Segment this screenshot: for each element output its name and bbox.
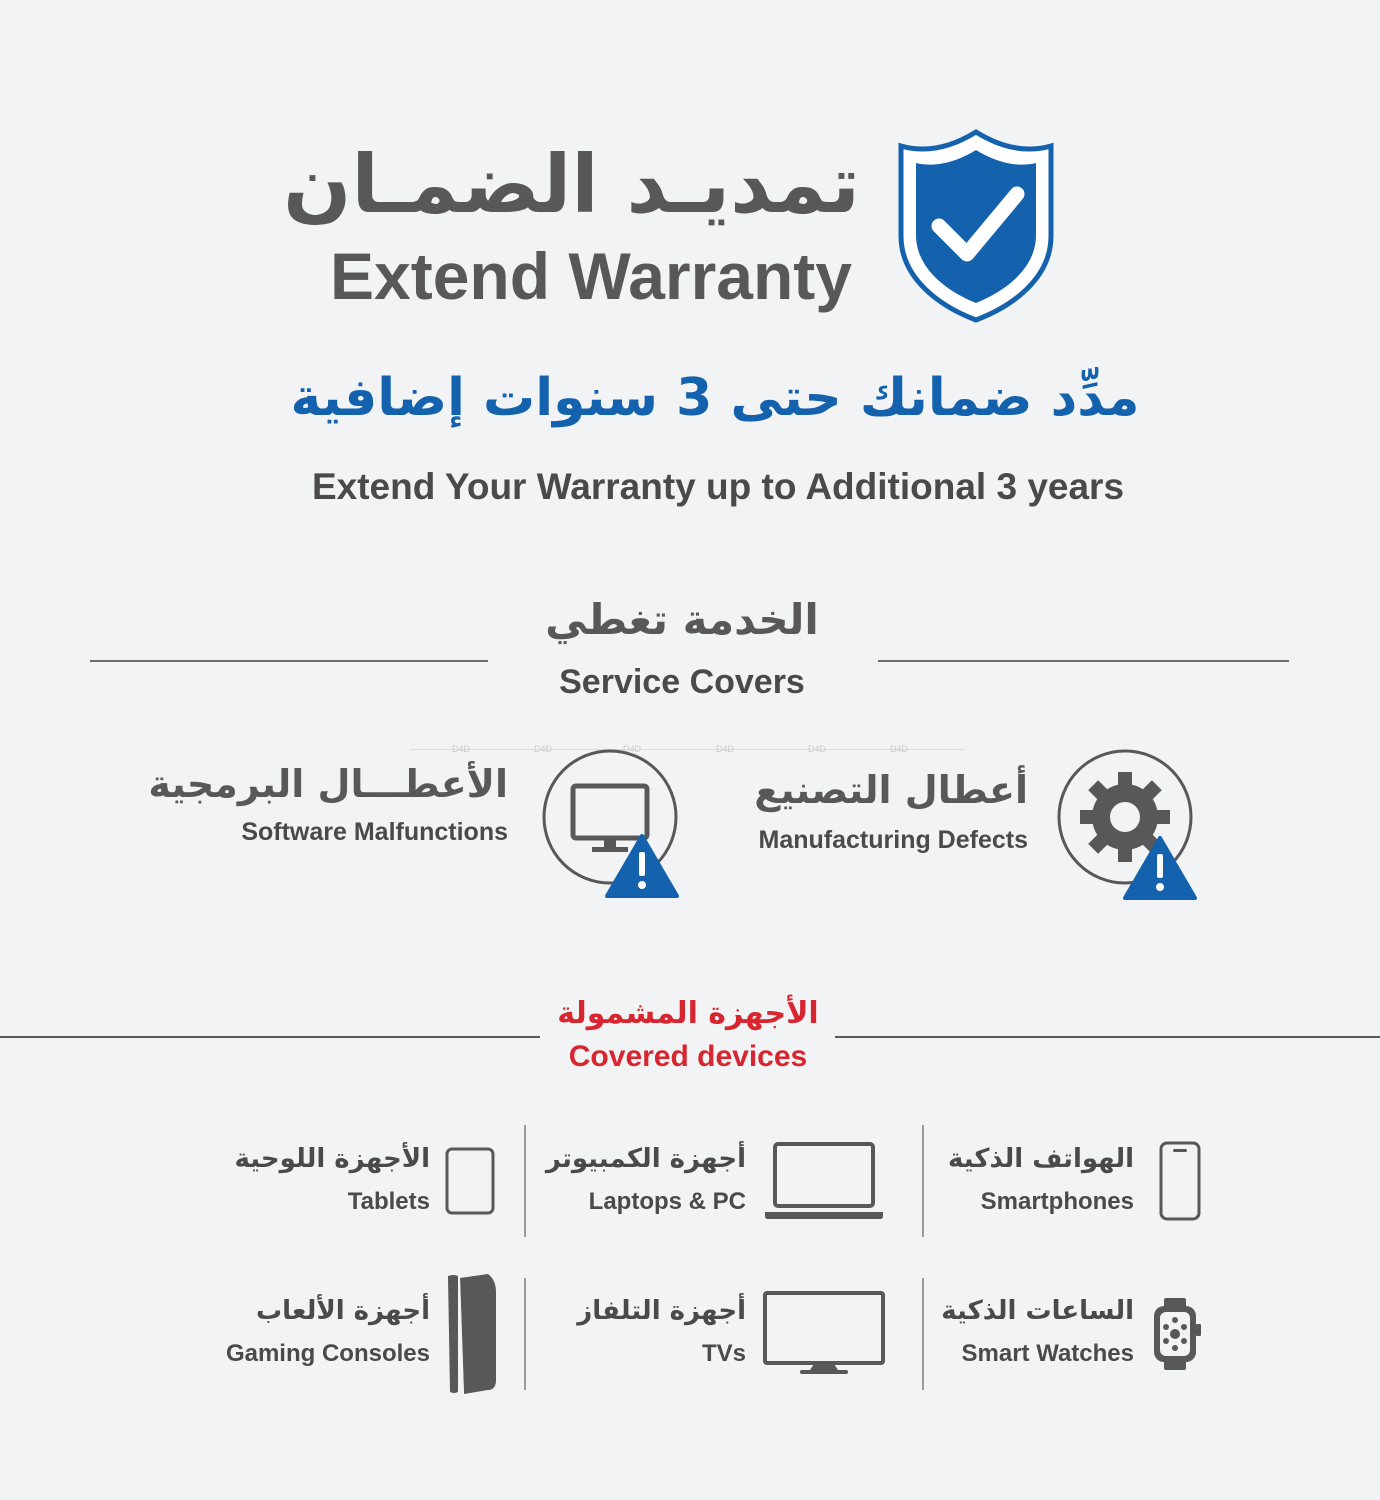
device-laptops-en: Laptops & PC [588, 1188, 746, 1215]
tablet-icon [444, 1146, 496, 1216]
monitor-warning-icon [540, 748, 685, 903]
game-console-icon [444, 1272, 500, 1396]
gear-warning-icon [1055, 748, 1200, 903]
device-smartphones-ar: الهواتف الذكية [947, 1144, 1134, 1174]
column-divider [524, 1278, 526, 1390]
tv-icon [762, 1290, 886, 1376]
column-divider [922, 1125, 924, 1237]
title-arabic: تمديـد الضمـان [283, 138, 860, 231]
column-divider [524, 1125, 526, 1237]
divider-left [0, 1036, 540, 1038]
device-laptops-ar: أجهزة الكمبيوتر [545, 1144, 746, 1174]
device-smartwatches-ar: الساعات الذكية [941, 1296, 1134, 1326]
watermark-text: D4D [452, 744, 471, 754]
service-covers-title-arabic: الخدمة تغطي [545, 595, 819, 644]
title-english: Extend Warranty [329, 239, 852, 313]
smartphone-icon [1158, 1140, 1202, 1222]
service-item-software-en: Software Malfunctions [241, 818, 508, 846]
device-consoles-ar: أجهزة الألعاب [256, 1296, 430, 1326]
watermark-line [410, 749, 965, 750]
divider-right [878, 660, 1289, 662]
watermark-text: D4D [534, 744, 553, 754]
watermark-strip [410, 744, 965, 756]
shield-check-icon [895, 128, 1057, 324]
column-divider [922, 1278, 924, 1390]
device-consoles-en: Gaming Consoles [225, 1340, 430, 1367]
device-tvs-en: TVs [701, 1340, 746, 1367]
laptop-icon [762, 1140, 886, 1222]
device-tvs-ar: أجهزة التلفاز [577, 1296, 746, 1326]
watermark-text: D4D [623, 744, 642, 754]
watermark-text: D4D [890, 744, 909, 754]
device-tablets-en: Tablets [347, 1188, 430, 1215]
covered-devices-title-english: Covered devices [568, 1040, 808, 1073]
service-item-software-ar: الأعطـــال البرمجية [148, 762, 508, 806]
service-item-manufacturing-en: Manufacturing Defects [758, 826, 1028, 854]
covered-devices-title-arabic: الأجهزة المشمولة [557, 996, 819, 1031]
service-item-manufacturing-ar: أعطال التصنيع [754, 768, 1028, 812]
watermark-text: D4D [808, 744, 827, 754]
watermark-text: D4D [716, 744, 735, 754]
service-covers-title-english: Service Covers [559, 663, 805, 701]
divider-left [90, 660, 488, 662]
divider-right [835, 1036, 1380, 1038]
device-smartphones-en: Smartphones [980, 1188, 1134, 1215]
smartwatch-icon [1150, 1296, 1204, 1372]
subtitle-arabic: مدِّد ضمانك حتى 3 سنوات إضافية [290, 368, 1140, 428]
device-smartwatches-en: Smart Watches [961, 1340, 1134, 1367]
subtitle-english: Extend Your Warranty up to Additional 3 years [311, 466, 1125, 507]
device-tablets-ar: الأجهزة اللوحية [234, 1144, 430, 1174]
